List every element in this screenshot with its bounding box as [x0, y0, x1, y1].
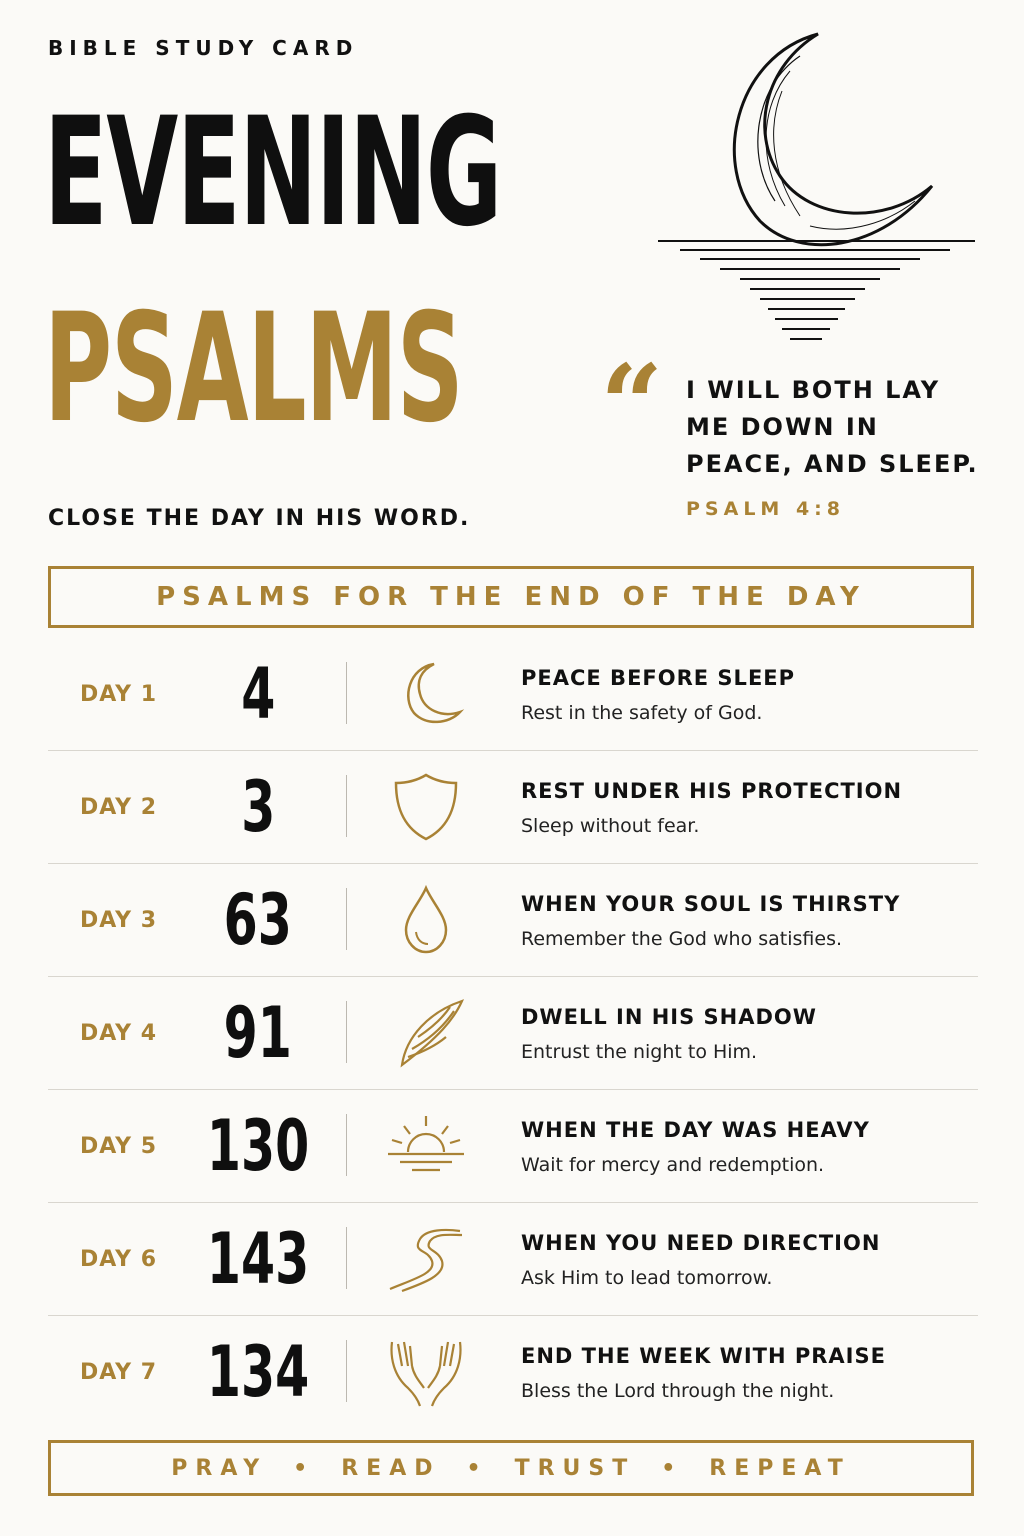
water-reflection-lines: [658, 241, 975, 339]
section-banner: [48, 566, 974, 628]
plan-row-day-4: [48, 977, 978, 1090]
footer-word-read: READ: [341, 1455, 441, 1481]
footer-banner: [48, 1440, 974, 1496]
reading-heading: END THE WEEK WITH PRAISE: [521, 1344, 886, 1368]
row-divider: [346, 1340, 347, 1402]
reading-heading: WHEN YOUR SOUL IS THIRSTY: [521, 892, 901, 916]
plan-row-day-1: [48, 638, 978, 751]
section-title: PSALMS FOR THE END OF THE DAY: [156, 582, 866, 612]
footer-word-trust: TRUST: [514, 1455, 636, 1481]
row-divider: [346, 775, 347, 837]
reading-description: Bless the Lord through the night.: [521, 1380, 835, 1402]
reading-description: Sleep without fear.: [521, 815, 700, 837]
footer-separator: •: [661, 1455, 684, 1481]
psalm-number: 63: [223, 879, 293, 961]
footer-word-repeat: REPEAT: [709, 1455, 851, 1481]
water-drop-icon: [384, 884, 468, 956]
title-line-evening: EVENING: [44, 86, 501, 260]
reading-heading: DWELL IN HIS SHADOW: [521, 1005, 817, 1029]
reading-description: Remember the God who satisfies.: [521, 928, 843, 950]
reading-description: Wait for mercy and redemption.: [521, 1154, 825, 1176]
tagline: CLOSE THE DAY IN HIS WORD.: [48, 506, 471, 531]
sunset-icon: [384, 1110, 468, 1182]
wing-icon: [384, 997, 468, 1069]
eyebrow-label: BIBLE STUDY CARD: [48, 36, 359, 60]
row-divider: [346, 662, 347, 724]
quote-mark-icon: “: [600, 340, 664, 469]
reading-heading: PEACE BEFORE SLEEP: [521, 666, 796, 690]
crescent-moon-icon: [384, 658, 468, 730]
plan-row-day-5: [48, 1090, 978, 1203]
footer-separator: •: [466, 1455, 489, 1481]
day-label: DAY 6: [80, 1246, 158, 1272]
praying-hands-icon: [384, 1336, 468, 1408]
page-title: [44, 80, 501, 462]
shield-icon: [384, 771, 468, 843]
row-divider: [346, 1114, 347, 1176]
psalm-number: 130: [206, 1105, 310, 1187]
day-label: DAY 1: [80, 681, 158, 707]
footer-separator: •: [293, 1455, 316, 1481]
psalm-number: 143: [206, 1218, 310, 1300]
psalm-number: 134: [206, 1331, 310, 1413]
psalm-number: 91: [223, 992, 293, 1074]
reading-plan-list: [48, 638, 978, 1428]
reading-description: Ask Him to lead tomorrow.: [521, 1267, 773, 1289]
day-label: DAY 4: [80, 1020, 158, 1046]
quote-reference: PSALM 4:8: [686, 498, 845, 520]
psalm-number: 4: [240, 653, 276, 735]
title-line-psalms: PSALMS: [44, 282, 463, 456]
row-divider: [346, 1227, 347, 1289]
plan-row-day-7: [48, 1316, 978, 1428]
day-label: DAY 3: [80, 907, 158, 933]
winding-path-icon: [384, 1223, 468, 1295]
plan-row-day-6: [48, 1203, 978, 1316]
reading-heading: WHEN YOU NEED DIRECTION: [521, 1231, 881, 1255]
day-label: DAY 5: [80, 1133, 158, 1159]
day-label: DAY 2: [80, 794, 158, 820]
psalm-number: 3: [240, 766, 276, 848]
crescent-moon-drawing: [734, 34, 932, 245]
reading-description: Rest in the safety of God.: [521, 702, 763, 724]
plan-row-day-2: [48, 751, 978, 864]
moon-over-water-illustration: [650, 26, 980, 356]
row-divider: [346, 1001, 347, 1063]
row-divider: [346, 888, 347, 950]
quote-text: I WILL BOTH LAY ME DOWN IN PEACE, AND SLEEP.: [686, 376, 979, 478]
reading-description: Entrust the night to Him.: [521, 1041, 758, 1063]
day-label: DAY 7: [80, 1359, 158, 1385]
reading-heading: REST UNDER HIS PROTECTION: [521, 779, 903, 803]
footer-word-pray: PRAY: [171, 1455, 268, 1481]
plan-row-day-3: [48, 864, 978, 977]
reading-heading: WHEN THE DAY WAS HEAVY: [521, 1118, 870, 1142]
